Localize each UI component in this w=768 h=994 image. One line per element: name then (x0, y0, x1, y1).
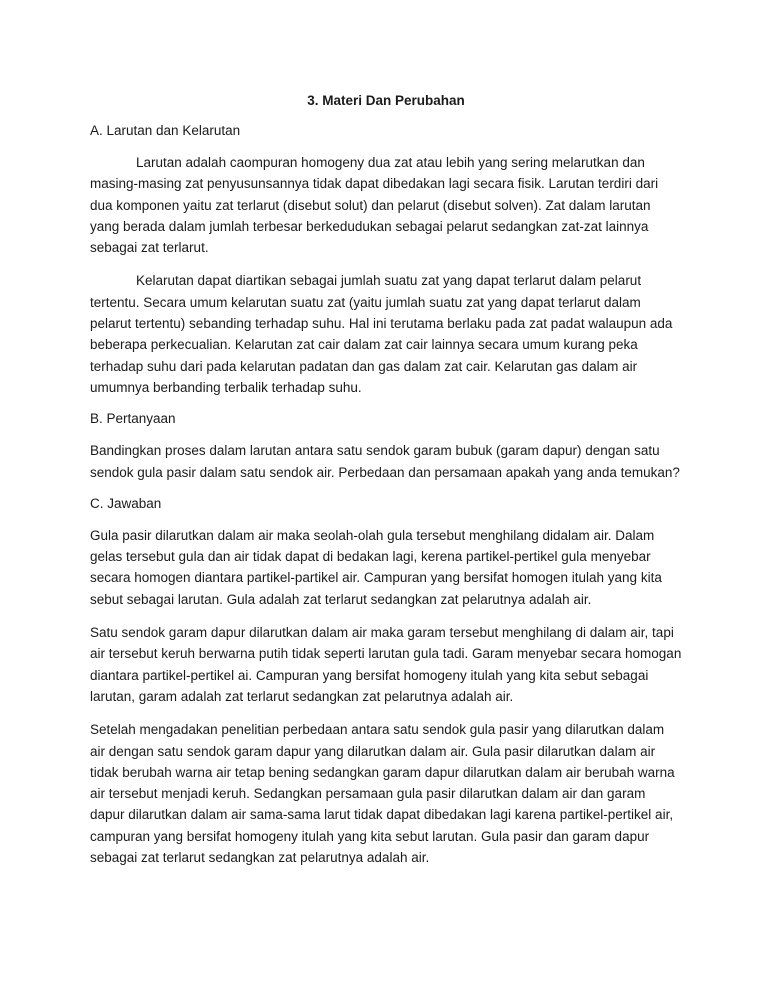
section-heading-jawaban: C. Jawaban (90, 495, 162, 511)
paragraph-pertanyaan: Bandingkan proses dalam larutan antara satu sendok garam bubuk (garam dapur) dengan satu sendok gula pasir dalam satu sendok air. Perbedaan dan persamaan apakah yang anda temukan? (90, 443, 680, 480)
document-title: 3. Materi Dan Perubahan (307, 93, 465, 108)
section-heading-larutan: A. Larutan dan Kelarutan (90, 123, 241, 138)
section-heading-pertanyaan: B. Pertanyaan (90, 411, 176, 427)
paragraph-kelarutan-definition: Kelarutan dapat diartikan sebagai jumlah suatu zat yang dapat terlarut dalam pelarut tertentu. Secara umum kelarutan suatu zat (yaitu jumlah suatu zat yang dapat terlarut dalam pelarut tertentu) sebanding terhadap suhu. Hal ini terutama berlaku pada zat padat walaupun ada beberapa perkecualian. Kelarutan zat cair dalam zat cair lainnya secara umum kurang peka terhadap suhu dari pada kelarutan padatan dan gas dalam zat cair. Kelarutan gas dalam air umumnya berbanding terbalik terhadap suhu. (90, 273, 673, 395)
paragraph-jawaban-garam: Satu sendok garam dapur dilarutkan dalam air maka garam tersebut menghilang di dalam air, tapi air tersebut keruh berwarna putih tidak seperti larutan gula tadi. Garam menyebar secara homogan diantara partikel-pertikel ai. Campuran yang bersifat homogeny itulah yang kita sebut sebagai larutan, garam adalah zat terlarut sedangkan zat pelarutnya adalah air. (90, 625, 682, 704)
document-page (90, 92, 682, 880)
paragraph-larutan-definition: Larutan adalah caompuran homogeny dua zat atau lebih yang sering melarutkan dan masing-masing zat penyusunsannya tidak dapat dibedakan lagi secara fisik. Larutan terdiri dari dua komponen yaitu zat terlarut (disebut solut) dan pelarut (disebut solven). Zat dalam larutan yang berada dalam jumlah terbesar berkedudukan sebagai pelarut sedangkan zat-zat lainnya sebagai zat terlarut. (90, 155, 659, 256)
paragraph-jawaban-kesimpulan: Setelah mengadakan penelitian perbedaan antara satu sendok gula pasir yang dilarutkan dalam air dengan satu sendok garam dapur yang dilarutkan dalam air. Gula pasir dilarutkan dalam air tidak berubah warna air tetap bening sedangkan garam dapur dilarutkan dalam air berubah warna air tersebut menjadi keruh. Sedangkan persamaan gula pasir dilarutkan dalam air dan garam dapur dilarutkan dalam air sama-sama larut tidak dapat dibedakan lagi karena partikel-pertikel air, campuran yang bersifat homogeny itulah yang kita sebut larutan. Gula pasir dan garam dapur sebagai zat terlarut sedangkan zat pelarutnya adalah air. (90, 722, 675, 866)
paragraph-jawaban-gula: Gula pasir dilarutkan dalam air maka seolah-olah gula tersebut menghilang didalam air. Dalam gelas tersebut gula dan air tidak dapat di bedakan lagi, kerena partikel-pertikel gula menyebar secara homogen diantara partikel-partikel air. Campuran yang bersifat homogen itulah yang kita sebut sebagai larutan. Gula adalah zat terlarut sedangkan zat pelarutnya adalah air. (90, 527, 662, 607)
